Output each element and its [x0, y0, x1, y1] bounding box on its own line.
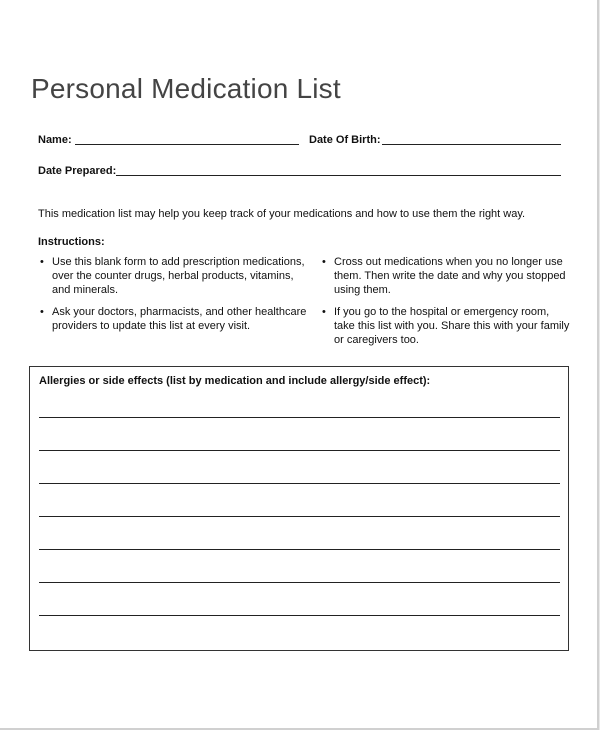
allergy-entry-line[interactable] [39, 516, 560, 517]
allergy-entry-line[interactable] [39, 582, 560, 583]
allergy-entry-line[interactable] [39, 417, 560, 418]
list-item [320, 305, 570, 347]
allergies-box [29, 366, 569, 651]
allergy-entry-line[interactable] [39, 549, 560, 550]
bullet-icon: • [322, 256, 326, 268]
instruction-text: Ask your doctors, pharmacists, and other healthcare providers to update this list at every visit. [52, 306, 307, 332]
intro-text: This medication list may help you keep track of your medications and how to use them the right way. [38, 208, 526, 220]
allergy-entry-line[interactable] [39, 450, 560, 451]
instructions-right-list [320, 255, 570, 355]
date-prepared-field-line[interactable] [116, 175, 561, 176]
allergy-entry-line[interactable] [39, 483, 560, 484]
instruction-text: Use this blank form to add prescription medications, over the counter drugs, herbal products, vitamins, and minerals. [52, 256, 305, 296]
bullet-icon: • [322, 306, 326, 318]
bullet-icon: • [40, 306, 44, 318]
date-prepared-label: Date Prepared: [38, 165, 117, 177]
name-label: Name: [38, 134, 72, 146]
allergy-entry-line[interactable] [39, 615, 560, 616]
instructions-left-list [38, 255, 308, 341]
name-field-line[interactable] [75, 144, 299, 145]
list-item [320, 255, 570, 297]
allergies-label: Allergies or side effects (list by medication and include allergy/side effect): [39, 375, 431, 387]
instruction-text: If you go to the hospital or emergency room, take this list with you. Share this with your family or caregivers too. [334, 306, 570, 346]
bullet-icon: • [40, 256, 44, 268]
instructions-heading: Instructions: [38, 236, 105, 248]
list-item [38, 255, 308, 297]
list-item [38, 305, 308, 333]
instruction-text: Cross out medications when you no longer use them. Then write the date and why you stopped using them. [334, 256, 566, 296]
dob-label: Date Of Birth: [309, 134, 381, 146]
page-title: Personal Medication List [31, 73, 341, 104]
dob-field-line[interactable] [382, 144, 561, 145]
